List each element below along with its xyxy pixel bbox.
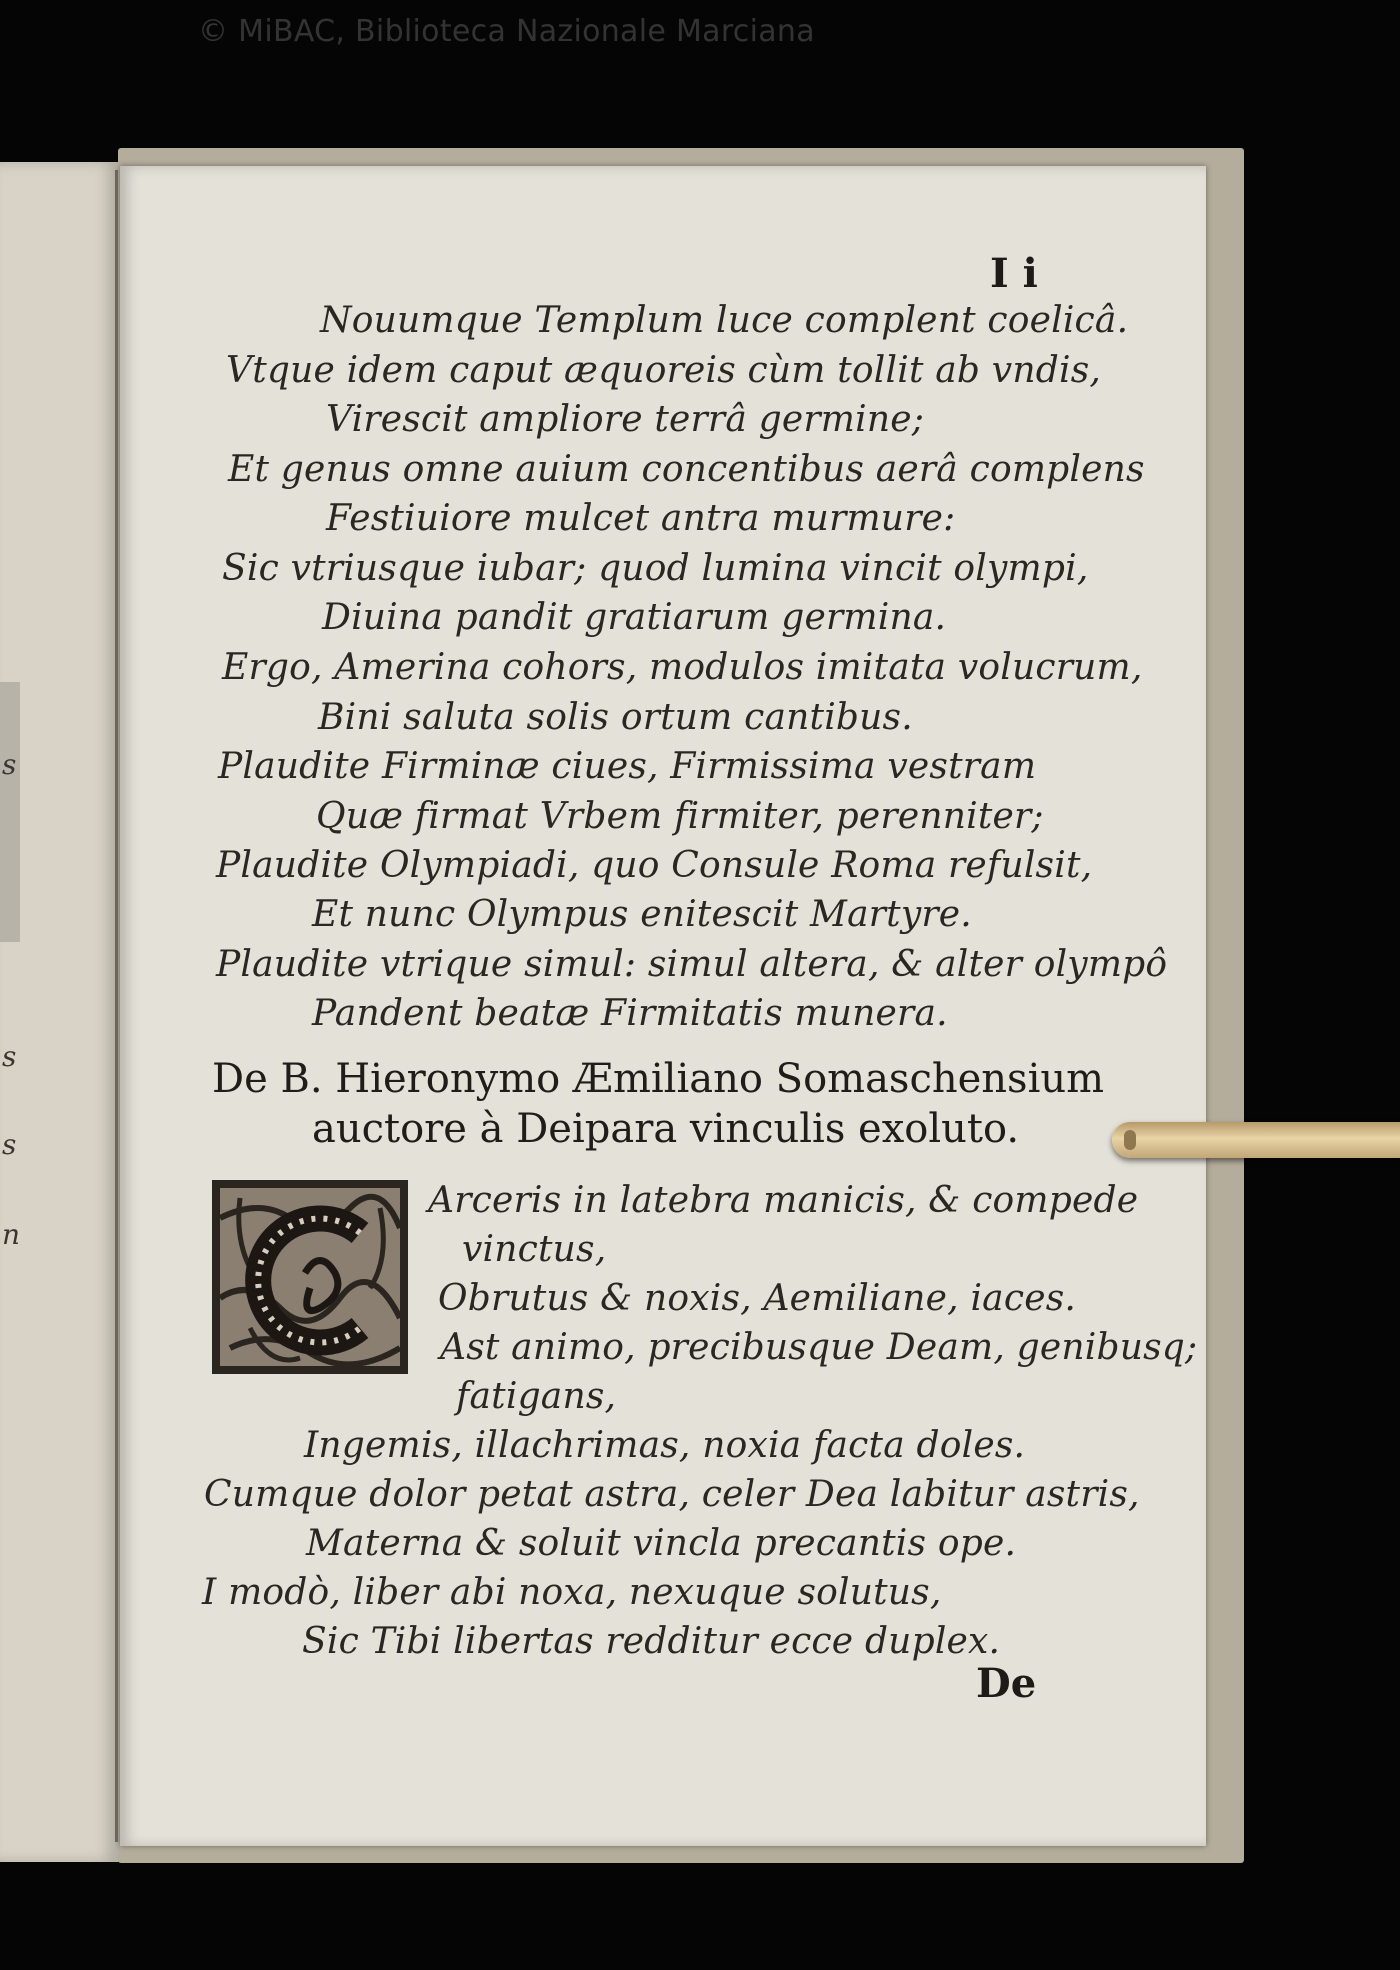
- epigram-line: Obrutus & noxis, Aemiliane, iaces.: [438, 1278, 1077, 1319]
- poem-line: Nouumque Templum luce complent coelicâ.: [320, 300, 1129, 341]
- poem-line: Sic vtriusque iubar; quod lumina vincit olympi,: [222, 548, 1089, 589]
- left-page-shadow: [0, 682, 20, 942]
- epigram-line: Materna & soluit vincla precantis ope.: [306, 1523, 1017, 1564]
- left-page-mark: s: [2, 1128, 17, 1161]
- poem-line: Plaudite Olympiadi, quo Consule Roma refulsit,: [216, 845, 1093, 886]
- poem-line: Festiuiore mulcet antra murmure:: [326, 498, 956, 539]
- poem-line: Plaudite Firminæ ciues, Firmissima vestram: [218, 746, 1037, 787]
- poem-line: Bini saluta solis ortum cantibus.: [318, 697, 913, 738]
- poem-line: Et genus omne auium concentibus aerâ complens: [228, 449, 1145, 490]
- poem-line: Vtque idem caput æquoreis cùm tollit ab vndis,: [226, 350, 1102, 391]
- catchword: De: [976, 1660, 1037, 1707]
- epigram-line: Sic Tibi libertas redditur ecce duplex.: [302, 1621, 1001, 1662]
- poem-line: Diuina pandit gratiarum germina.: [322, 597, 947, 638]
- copyright-watermark: © MiBAC, Biblioteca Nazionale Marciana: [198, 14, 815, 49]
- section-heading: De B. Hieronymo Æmiliano Somaschensium: [212, 1056, 1105, 1102]
- decorated-initial-c-icon: [210, 1178, 410, 1376]
- epigram-line: I modò, liber abi noxa, nexuque solutus,: [202, 1572, 942, 1613]
- epigram-line: Ast animo, precibusque Deam, genibusq;: [440, 1327, 1198, 1368]
- epigram-line: Ingemis, illachrimas, noxia facta doles.: [304, 1425, 1026, 1466]
- left-page-mark: n: [2, 1218, 21, 1251]
- poem-line: Quæ firmat Vrbem firmiter, perenniter;: [316, 796, 1044, 837]
- poem-line: Plaudite vtrique simul: simul altera, & alter olympô: [216, 944, 1168, 985]
- epigram-line: fatigans,: [456, 1376, 617, 1417]
- poem-line: Virescit ampliore terrâ germine;: [326, 399, 925, 440]
- epigram-line: Cumque dolor petat astra, celer Dea labitur astris,: [204, 1474, 1140, 1515]
- epigram-line: vinctus,: [462, 1229, 607, 1270]
- poem-line: Ergo, Amerina cohors, modulos imitata volucrum,: [222, 647, 1143, 688]
- poem-line: Pandent beatæ Firmitatis munera.: [312, 993, 948, 1034]
- left-page-edge: [0, 162, 121, 1862]
- left-page-mark: s: [2, 748, 17, 781]
- pointer-stick: [1112, 1122, 1400, 1158]
- left-page-mark: s: [2, 1040, 17, 1073]
- page-number: I i: [990, 250, 1038, 297]
- epigram-line: Arceris in latebra manicis, & compede: [428, 1180, 1139, 1221]
- poem-line: Et nunc Olympus enitescit Martyre.: [312, 894, 972, 935]
- pointer-stick-tip: [1124, 1130, 1136, 1150]
- page-gutter: [115, 170, 118, 1842]
- section-heading: auctore à Deipara vinculis exoluto.: [312, 1106, 1020, 1152]
